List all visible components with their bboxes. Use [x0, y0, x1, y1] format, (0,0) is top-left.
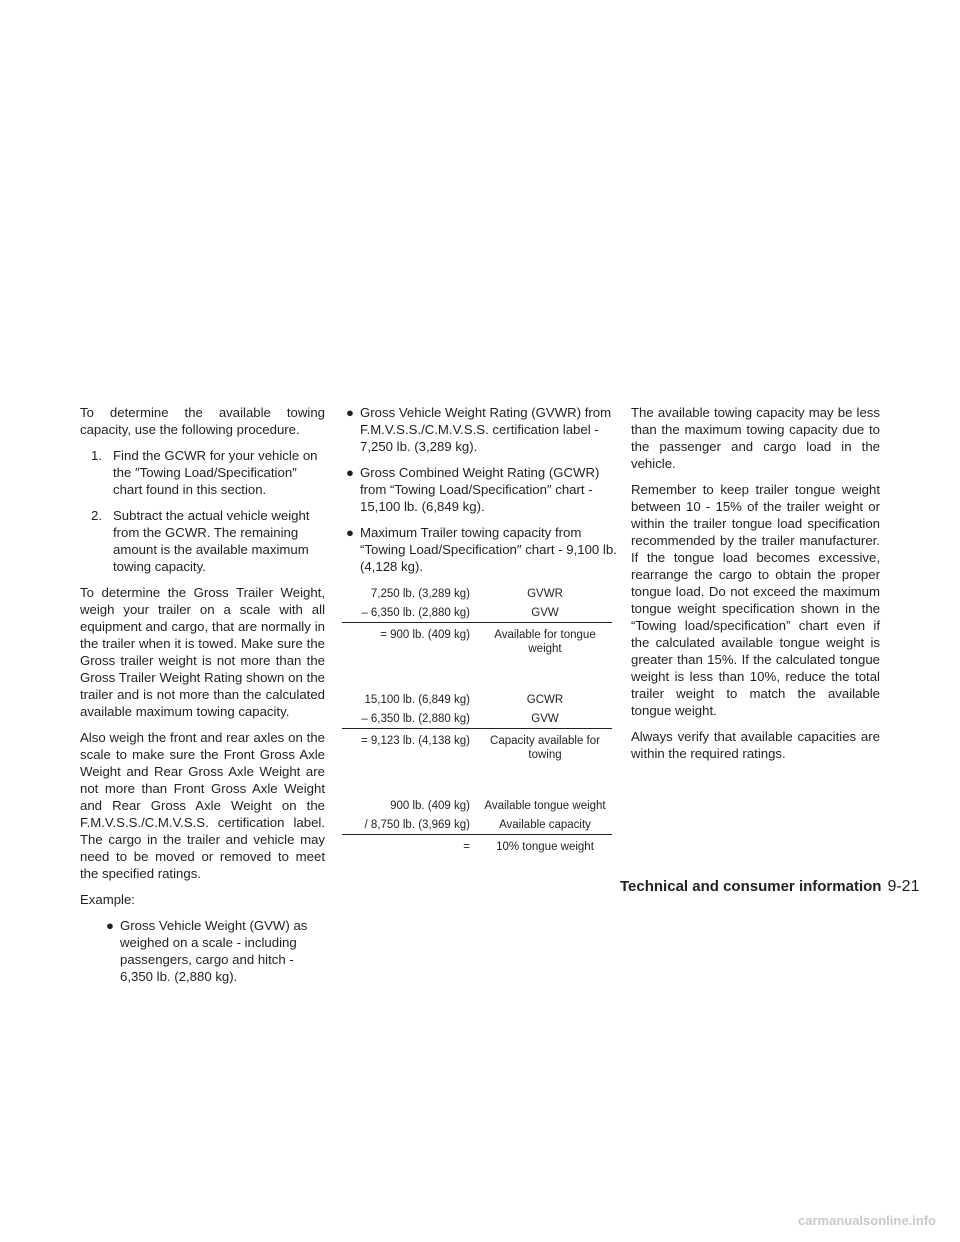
bullet-text: Gross Vehicle Weight Rating (GVWR) from F.M.V.S.S./C.M.V.S.S. certification label - 7,250 lb. (3,289 kg).	[360, 405, 612, 454]
calc-label: Available for tongue weight	[494, 629, 596, 655]
column-middle	[342, 404, 622, 856]
calc-value: – 6,350 lb. (2,880 kg)	[361, 607, 470, 619]
bullet-item-gcwr	[342, 464, 622, 515]
bullet-text: Gross Combined Weight Rating (GCWR) from “Towing Load/Specification″ chart - 15,100 lb. (6,849 kg).	[360, 465, 600, 514]
calculation-towing-capacity	[342, 690, 612, 764]
calculation-tongue-percentage	[342, 796, 612, 856]
calc-label: GVWR	[527, 588, 563, 600]
gross-trailer-weight-paragraph: To determine the Gross Trailer Weight, weigh your trailer on a scale with all equipment and cargo, that are normally in the trailer when it is towed. Make sure the Gross trailer weight is not more than the Gross Trailer Weight Rating shown on the trailer and is not more than the calculated available maximum towing capacity.	[80, 585, 325, 719]
column-left	[80, 404, 325, 994]
calc-row	[342, 796, 612, 815]
calc-value: – 6,350 lb. (2,880 kg)	[361, 713, 470, 725]
axle-weight-paragraph: Also weigh the front and rear axles on the scale to make sure the Front Gross Axle Weight and Rear Gross Axle Weight are not more than Front Gross Axle Weight and Rear Gross Axle Weight on the F.M.V.S.S./C.M.V.S.S. certification label. The cargo in the trailer and vehicle may need to be moved or removed to meet the specified ratings.	[80, 730, 325, 881]
calc-label: GVW	[531, 607, 559, 619]
bullet-text: Maximum Trailer towing capacity from “Towing Load/Specification″ chart - 9,100 lb. (4,128 kg).	[360, 525, 617, 574]
bullet-dot-icon: ●	[106, 918, 114, 933]
calc-label: GVW	[531, 713, 559, 725]
calc-row	[342, 815, 612, 835]
calc-value: = 9,123 lb. (4,138 kg)	[360, 735, 470, 747]
bullet-dot-icon: ●	[346, 465, 354, 480]
step-text: Subtract the actual vehicle weight from the GCWR. The remaining amount is the available maximum towing capacity.	[113, 508, 310, 574]
calc-label: Capacity available for towing	[490, 735, 600, 761]
step-number: 1.	[91, 448, 102, 463]
calc-value: 15,100 lb. (6,849 kg)	[364, 694, 470, 706]
calc-value: / 8,750 lb. (3,969 kg)	[364, 819, 470, 831]
bullet-dot-icon: ●	[346, 405, 354, 420]
column-right	[631, 404, 880, 771]
bullet-item-max-trailer	[342, 524, 622, 575]
calc-value: = 900 lb. (409 kg)	[380, 629, 470, 641]
bullet-item-gvw	[102, 917, 325, 985]
watermark: carmanualsonline.info	[798, 1213, 936, 1228]
calc-row	[342, 603, 612, 623]
capacity-note-paragraph: The available towing capacity may be less than the maximum towing capacity due to the passenger and cargo load in the vehicle.	[631, 405, 880, 471]
calc-row	[342, 584, 612, 603]
calc-label: 10% tongue weight	[496, 841, 594, 853]
calc-label: GCWR	[526, 694, 564, 706]
bullet-dot-icon: ●	[346, 525, 354, 540]
calc-label: Available tongue weight	[484, 800, 606, 812]
tongue-weight-paragraph: Remember to keep trailer tongue weight between 10 - 15% of the trailer weight or within the trailer tongue load specification recommended by the trailer manufacturer. If the tongue load becomes excessive, rearrange the cargo to obtain the proper tongue load. Do not exceed the maximum tongue weight specification shown in the “Towing load/specification” chart even if the calculated available tongue weight is greater than 15%. If the calculated tongue weight is less than 10%, reduce the total trailer weight to match the available tongue weight.	[631, 482, 880, 718]
procedure-step	[80, 447, 325, 498]
bullet-text: Gross Vehicle Weight (GVW) as weighed on a scale - including passengers, cargo and hitch - 6,350 lb. (2,880 kg).	[120, 918, 308, 984]
calc-value: 7,250 lb. (3,289 kg)	[370, 588, 470, 600]
calc-row	[342, 690, 612, 709]
calc-value: =	[463, 841, 470, 853]
bullet-item-gvwr	[342, 404, 622, 455]
calc-label: Available capacity	[499, 819, 591, 831]
calc-row	[342, 709, 612, 729]
procedure-step	[80, 507, 325, 575]
calc-result-row	[342, 623, 612, 658]
page-number: 9-21	[887, 878, 920, 895]
section-title: Technical and consumer information	[620, 878, 882, 895]
step-text: Find the GCWR for your vehicle on the ″Towing Load/Specification″ chart found in this section.	[113, 448, 318, 497]
calc-result-row	[342, 729, 612, 764]
page-footer	[620, 878, 920, 896]
calc-value: 900 lb. (409 kg)	[390, 800, 470, 812]
verify-paragraph: Always verify that available capacities are within the required ratings.	[631, 729, 880, 761]
calculation-tongue-weight	[342, 584, 612, 658]
calc-result-row	[342, 835, 612, 856]
intro-paragraph: To determine the available towing capacity, use the following procedure.	[80, 405, 325, 437]
example-label: Example:	[80, 892, 135, 907]
step-number: 2.	[91, 508, 102, 523]
